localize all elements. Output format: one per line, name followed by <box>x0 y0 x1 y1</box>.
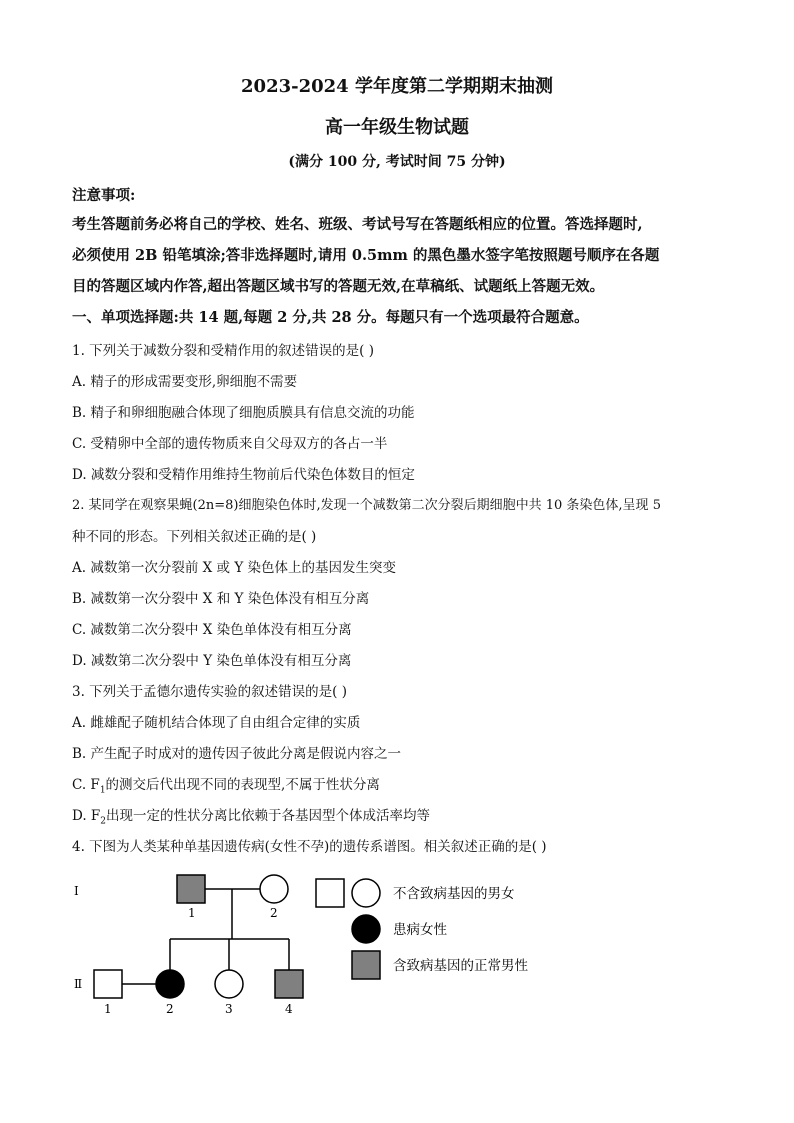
gen1-num-2: 2 <box>270 906 278 920</box>
q2-stem-line-1: 2. 某同学在观察果蝇(2n=8)细胞染色体时,发现一个减数第二次分裂后期细胞中共 10 条染色体,呈现 5 <box>72 498 661 513</box>
section-heading: 一、单项选择题:共 14 题,每题 2 分,共 28 分。每题只有一个选项最符合题意。 <box>72 309 589 326</box>
gen2-female-normal <box>215 970 243 998</box>
generation-1-label: Ⅰ <box>74 884 79 898</box>
gen2-female-affected <box>156 970 184 998</box>
q1-option-d: D. 减数分裂和受精作用维持生物前后代染色体数目的恒定 <box>72 467 415 483</box>
gen2-num-1: 1 <box>104 1002 112 1016</box>
exam-title: 2023-2024 学年度第二学期期末抽测 <box>241 76 553 97</box>
legend-carrier-label: 含致病基因的正常男性 <box>393 958 528 974</box>
q3-option-d: D. $F_2$出现一定的性状分离比依赖于各基因型个体成活率均等 <box>72 808 431 827</box>
q1-option-a: A. 精子的形成需要变形,卵细胞不需要 <box>72 374 298 390</box>
notice-line-3: 目的答题区域内作答,超出答题区域书写的答题无效,在草稿纸、试题纸上答题无效。 <box>72 278 605 295</box>
gen1-male-carrier <box>177 875 205 903</box>
gen2-male-carrier <box>275 970 303 998</box>
legend-affected-female-symbol <box>352 915 380 943</box>
legend-normal-male-symbol <box>316 879 344 907</box>
legend-normal-label: 不含致病基因的男女 <box>393 886 515 902</box>
gen2-male-normal <box>94 970 122 998</box>
q4-stem: 4. 下图为人类某种单基因遗传病(女性不孕)的遗传系谱图。相关叙述正确的是( ) <box>72 839 547 855</box>
q1-option-c: C. 受精卵中全部的遗传物质来自父母双方的各占一半 <box>72 436 388 452</box>
q3-option-c: C. $F_1$的测交后代出现不同的表现型,不属于性状分离 <box>72 777 380 796</box>
q3-option-a: A. 雌雄配子随机结合体现了自由组合定律的实质 <box>72 715 361 731</box>
legend-carrier-male-symbol <box>352 951 380 979</box>
notice-line-2: 必须使用 2B 铅笔填涂;答非选择题时,请用 0.5mm 的黑色墨水签字笔按照题号顺序在各题 <box>72 247 660 264</box>
q3-stem: 3. 下列关于孟德尔遗传实验的叙述错误的是( ) <box>72 684 347 700</box>
q1-stem: 1. 下列关于减数分裂和受精作用的叙述错误的是( ) <box>72 343 374 359</box>
score-time-note: (满分 100 分, 考试时间 75 分钟) <box>288 154 506 170</box>
q2-option-a: A. 减数第一次分裂前 X 或 Y 染色体上的基因发生突变 <box>72 560 397 576</box>
notice-heading: 注意事项: <box>72 187 136 204</box>
q2-stem-line-2: 种不同的形态。下列相关叙述正确的是( ) <box>72 529 317 545</box>
q2-option-c: C. 减数第二次分裂中 X 染色单体没有相互分离 <box>72 622 352 638</box>
q2-option-d: D. 减数第二次分裂中 Y 染色单体没有相互分离 <box>72 653 352 669</box>
generation-2-label: Ⅱ <box>74 977 83 991</box>
legend-affected-label: 患病女性 <box>393 922 447 938</box>
gen1-female-normal <box>260 875 288 903</box>
exam-subtitle: 高一年级生物试题 <box>325 117 469 138</box>
gen2-num-3: 3 <box>225 1002 233 1016</box>
legend-normal-female-symbol <box>352 879 380 907</box>
q3-option-b: B. 产生配子时成对的遗传因子彼此分离是假说内容之一 <box>72 746 402 762</box>
gen1-num-1: 1 <box>188 906 196 920</box>
q1-option-b: B. 精子和卵细胞融合体现了细胞质膜具有信息交流的功能 <box>72 405 415 421</box>
gen2-num-2: 2 <box>166 1002 174 1016</box>
q2-option-b: B. 减数第一次分裂中 X 和 Y 染色体没有相互分离 <box>72 591 370 607</box>
notice-line-1: 考生答题前务必将自己的学校、姓名、班级、考试号写在答题纸相应的位置。答选择题时, <box>72 216 643 233</box>
gen2-num-4: 4 <box>285 1002 293 1016</box>
pedigree-diagram <box>0 860 794 1030</box>
